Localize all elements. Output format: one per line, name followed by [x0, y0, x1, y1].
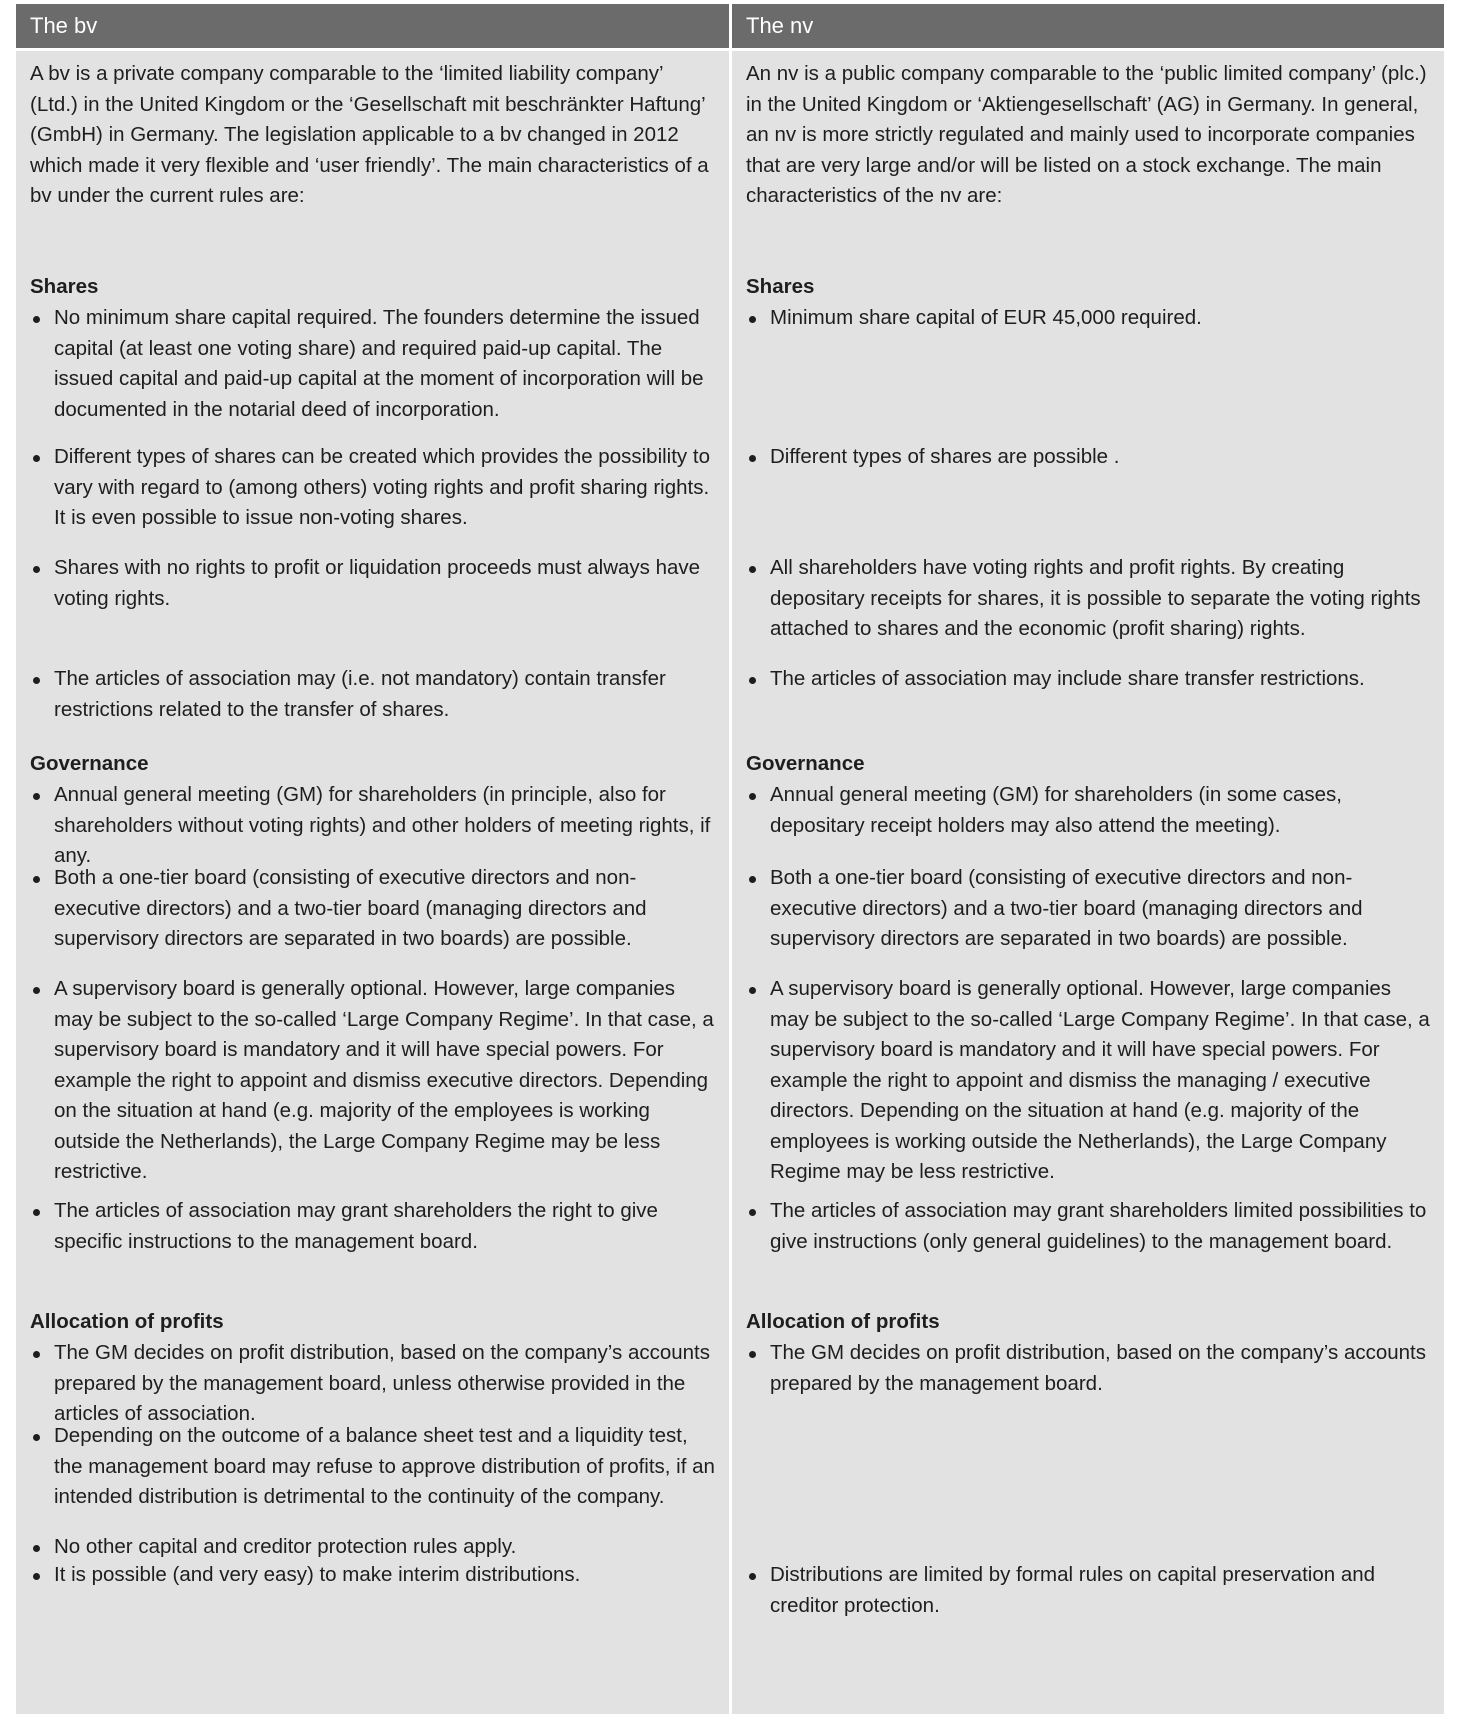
bv-profits-item: No other capital and creditor protection rules apply. — [30, 1532, 715, 1560]
nv-profits-title: Allocation of profits — [746, 1310, 940, 1333]
bv-profits-item: It is possible (and very easy) to make interim distributions. — [30, 1560, 715, 1591]
bv-intro: A bv is a private company comparable to the ‘limited liability company’ (Ltd.) in the United Kingdom or the ‘Gesellschaft mit beschränkter Haftung’ (GmbH) in Germany. The legislation applicable to a bv changed in 2012 which made it very flexible and ‘user friendly’. The main characteristics of a bv under the current rules are: — [30, 62, 709, 207]
bv-governance-item: The articles of association may grant shareholders the right to give specific instructions to the management board. — [30, 1196, 715, 1307]
bv-shares-item: Different types of shares can be created which provides the possibility to vary with regard to (among others) voting rights and profit sharing rights. It is even possible to issue non-voting shares. — [30, 442, 715, 553]
nv-profits-item: Distributions are limited by formal rules on capital preservation and creditor protection. — [746, 1560, 1430, 1621]
nv-shares-item: Minimum share capital of EUR 45,000 required. — [746, 303, 1430, 442]
bv-profits-item: The GM decides on profit distribution, based on the company’s accounts prepared by the management board, unless otherwise provided in the articles of association. — [30, 1338, 715, 1421]
nv-shares-title: Shares — [746, 275, 815, 298]
bv-shares-item: Shares with no rights to profit or liquidation proceeds must always have voting rights. — [30, 553, 715, 664]
header-row — [16, 4, 1444, 48]
header-nv: The nv — [732, 4, 1444, 48]
body-row — [16, 51, 1444, 1714]
bv-governance-item: A supervisory board is generally optional. However, large companies may be subject to the so-called ‘Large Company Regime’. In that case, a supervisory board is mandatory and it will have special powers. For example the right to appoint and dismiss executive directors. Depending on the situation at hand (e.g. majority of the employees is working outside the Netherlands), the Large Company Regime may be less restrictive. — [30, 974, 715, 1196]
nv-governance-item: Both a one-tier board (consisting of executive directors and non-executive directors) and a two-tier board (managing directors and supervisory directors are separated in two boards) are possible. — [746, 863, 1430, 974]
bv-governance-item: Annual general meeting (GM) for shareholders (in principle, also for shareholders without voting rights) and other holders of meeting rights, if any. — [30, 780, 715, 863]
bv-column — [16, 51, 729, 1714]
bv-governance-title: Governance — [30, 752, 149, 775]
bv-shares-title: Shares — [30, 275, 99, 298]
nv-column — [732, 51, 1444, 1714]
nv-intro: An nv is a public company comparable to the ‘public limited company’ (plc.) in the United Kingdom or ‘Aktiengesellschaft’ (AG) in Germany. In general, an nv is more strictly regulated and mainly used to incorporate companies that are very large and/or will be listed on a stock exchange. The main characteristics of the nv are: — [746, 62, 1427, 207]
nv-profits-item: The GM decides on profit distribution, based on the company’s accounts prepared by the management board. — [746, 1338, 1430, 1560]
nv-governance-title: Governance — [746, 752, 865, 775]
nv-governance-item: Annual general meeting (GM) for shareholders (in some cases, depositary receipt holders may also attend the meeting). — [746, 780, 1430, 863]
nv-governance-item: The articles of association may grant shareholders limited possibilities to give instructions (only general guidelines) to the management board. — [746, 1196, 1430, 1307]
nv-shares-item: Different types of shares are possible . — [746, 442, 1430, 553]
bv-governance-item: Both a one-tier board (consisting of executive directors and non-executive directors) and a two-tier board (managing directors and supervisory directors are separated in two boards) are possible. — [30, 863, 715, 974]
nv-shares-item: The articles of association may include share transfer restrictions. — [746, 664, 1430, 725]
nv-shares-item: All shareholders have voting rights and profit rights. By creating depositary receipts for shares, it is possible to separate the voting rights attached to shares and the economic (profit sharing) rights. — [746, 553, 1430, 664]
bv-profits-item: Depending on the outcome of a balance sheet test and a liquidity test, the management board may refuse to approve distribution of profits, if an intended distribution is detrimental to the continuity of the company. — [30, 1421, 715, 1532]
comparison-table — [16, 4, 1444, 1714]
header-bv: The bv — [16, 4, 729, 48]
bv-shares-item: No minimum share capital required. The founders determine the issued capital (at least one voting share) and required paid-up capital. The issued capital and paid-up capital at the moment of incorporation will be documented in the notarial deed of incorporation. — [30, 303, 715, 442]
nv-governance-item: A supervisory board is generally optional. However, large companies may be subject to the so-called ‘Large Company Regime’. In that case, a supervisory board is mandatory and it will have special powers. For example the right to appoint and dismiss the managing / executive directors. Depending on the situation at hand (e.g. majority of the employees is working outside the Netherlands), the Large Company Regime may be less restrictive. — [746, 974, 1430, 1196]
bv-shares-item: The articles of association may (i.e. not mandatory) contain transfer restrictions related to the transfer of shares. — [30, 664, 715, 725]
bv-profits-title: Allocation of profits — [30, 1310, 224, 1333]
